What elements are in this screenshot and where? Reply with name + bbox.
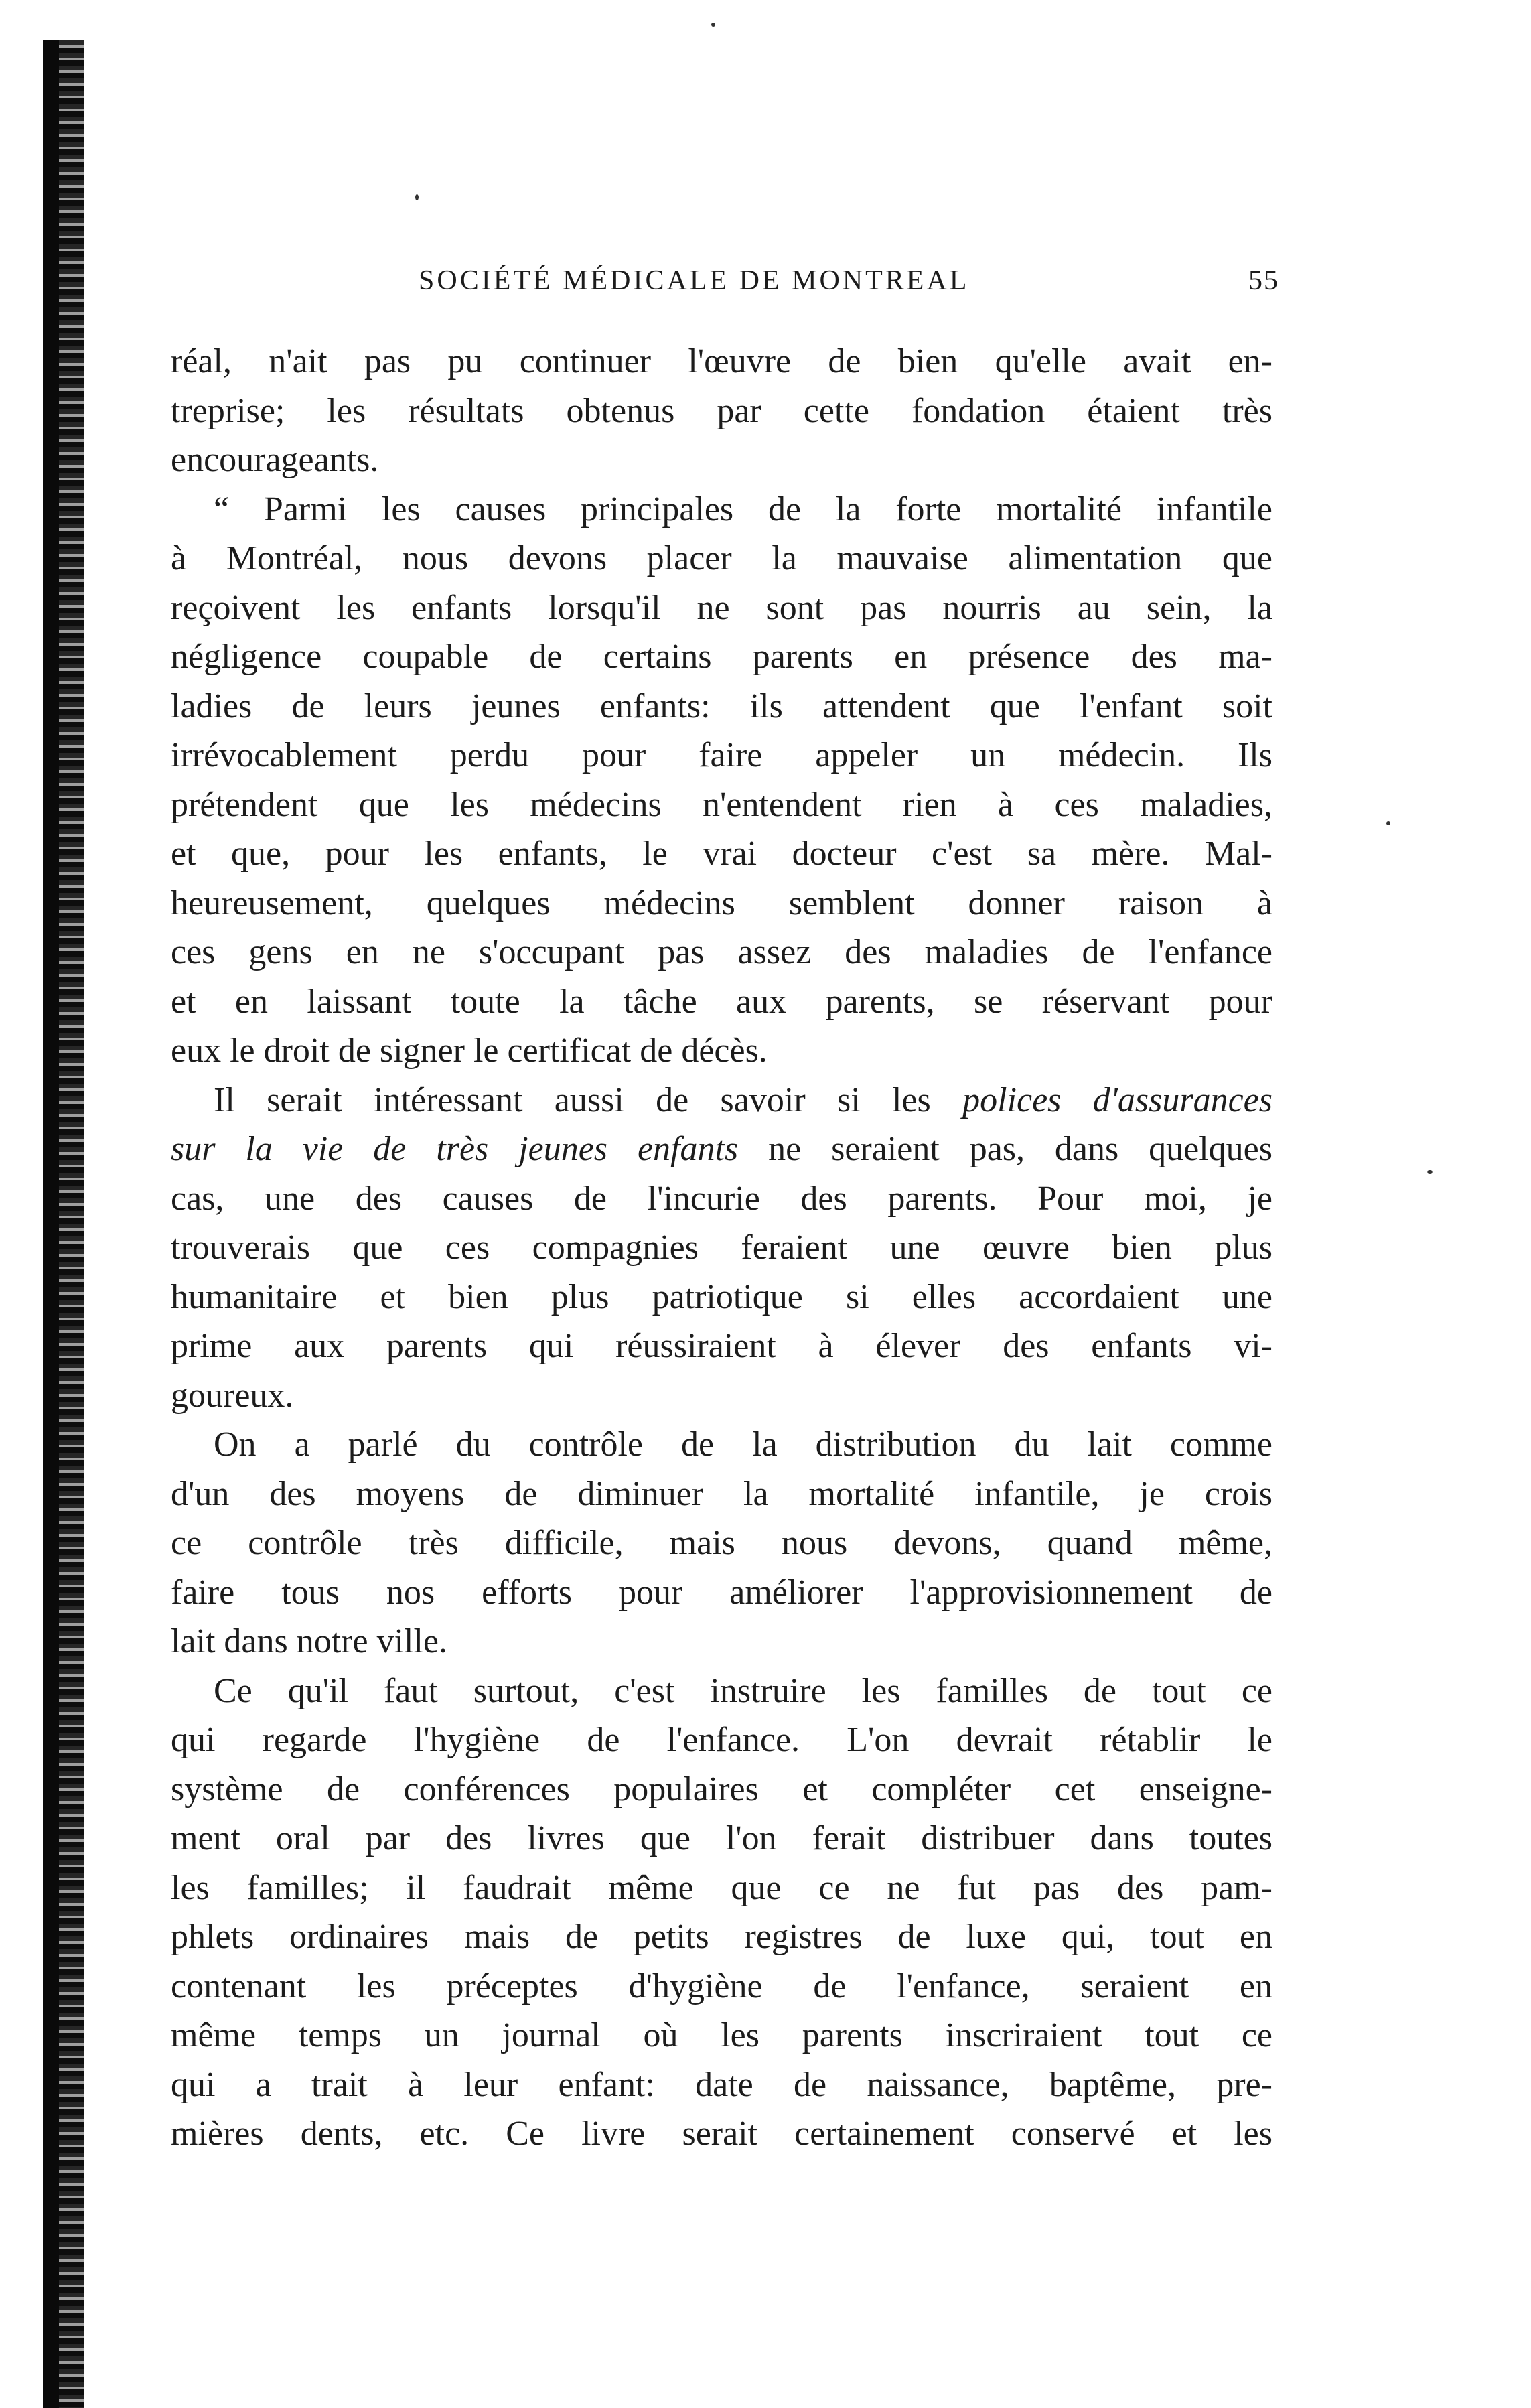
italic-text: polices d'assurances bbox=[962, 1080, 1272, 1119]
text-line: encourageants. bbox=[171, 441, 379, 479]
text-line: Ce qu'il faut surtout, c'est instruire les familles de tout ce bbox=[214, 1671, 1272, 1710]
text-line: heureusement, quelques médecins semblent donner raison à bbox=[171, 883, 1272, 922]
scan-speck bbox=[1386, 821, 1390, 825]
text-line: et que, pour les enfants, le vrai docteur c'est sa mère. Mal- bbox=[171, 835, 1272, 873]
text-line: ce contrôle très difficile, mais nous devons, quand même, bbox=[171, 1524, 1272, 1562]
text-line: irrévocablement perdu pour faire appeler un médecin. Ils bbox=[171, 736, 1272, 774]
text-line: phlets ordinaires mais de petits registres de luxe qui, tout en bbox=[171, 1918, 1272, 1956]
text-line: qui regarde l'hygiène de l'enfance. L'on devrait rétablir le bbox=[171, 1721, 1272, 1759]
text-span: Il serait intéressant aussi de savoir si les bbox=[214, 1080, 963, 1119]
text-line: mières dents, etc. Ce livre serait certainement conservé et les bbox=[171, 2115, 1272, 2153]
text-line: faire tous nos efforts pour améliorer l'approvisionnement de bbox=[171, 1573, 1272, 1612]
text-line: reçoivent les enfants lorsqu'il ne sont pas nourris au sein, la bbox=[171, 588, 1272, 627]
running-header bbox=[419, 265, 1279, 305]
scanned-binding-edge bbox=[43, 40, 84, 2408]
text-line: à Montréal, nous devons placer la mauvaise alimentation que bbox=[171, 539, 1272, 577]
text-line: et en laissant toute la tâche aux parents, se réservant pour bbox=[171, 982, 1272, 1021]
text-span: ne seraient pas, dans quelques bbox=[738, 1130, 1272, 1168]
text-line bbox=[171, 1125, 1272, 1174]
text-line: contenant les préceptes d'hygiène de l'enfance, seraient en bbox=[171, 1967, 1272, 2005]
text-line: d'un des moyens de diminuer la mortalité infantile, je crois bbox=[171, 1474, 1272, 1513]
text-line: lait dans notre ville. bbox=[171, 1622, 448, 1660]
text-line: qui a trait à leur enfant: date de naissance, baptême, pre- bbox=[171, 2065, 1272, 2104]
text-line: cas, une des causes de l'incurie des parents. Pour moi, je bbox=[171, 1179, 1272, 1218]
text-line: prime aux parents qui réussiraient à élever des enfants vi- bbox=[171, 1327, 1272, 1365]
text-line: système de conférences populaires et compléter cet enseigne- bbox=[171, 1770, 1272, 1809]
text-line: les familles; il faudrait même que ce ne fut pas des pam- bbox=[171, 1868, 1272, 1907]
body-text bbox=[171, 337, 1272, 2159]
text-line: trouverais que ces compagnies feraient une œuvre bien plus bbox=[171, 1228, 1272, 1267]
text-line: négligence coupable de certains parents en présence des ma- bbox=[171, 638, 1272, 676]
scan-speck bbox=[1427, 1170, 1433, 1174]
text-line: ladies de leurs jeunes enfants: ils attendent que l'enfant soit bbox=[171, 687, 1272, 725]
text-line: goureux. bbox=[171, 1376, 294, 1415]
text-line: prétendent que les médecins n'entendent rien à ces maladies, bbox=[171, 785, 1272, 824]
text-line: On a parlé du contrôle de la distribution du lait comme bbox=[214, 1425, 1272, 1464]
running-title: SOCIÉTÉ MÉDICALE DE MONTREAL bbox=[419, 265, 970, 296]
text-line bbox=[171, 1076, 1272, 1125]
scan-speck bbox=[711, 23, 715, 27]
italic-text: sur la vie de très jeunes enfants bbox=[171, 1130, 739, 1168]
text-line: eux le droit de signer le certificat de décès. bbox=[171, 1032, 768, 1070]
text-line: ment oral par des livres que l'on ferait distribuer dans toutes bbox=[171, 1819, 1272, 1857]
text-line: humanitaire et bien plus patriotique si elles accordaient une bbox=[171, 1277, 1272, 1316]
page-number: 55 bbox=[1248, 265, 1279, 296]
text-line: réal, n'ait pas pu continuer l'œuvre de bien qu'elle avait en- bbox=[171, 342, 1272, 380]
text-line: treprise; les résultats obtenus par cette fondation étaient très bbox=[171, 391, 1272, 430]
scan-speck bbox=[415, 194, 419, 200]
text-line: même temps un journal où les parents inscriraient tout ce bbox=[171, 2016, 1272, 2054]
text-line: ces gens en ne s'occupant pas assez des maladies de l'enfance bbox=[171, 933, 1272, 971]
text-line: “ Parmi les causes principales de la forte mortalité infantile bbox=[214, 490, 1272, 528]
